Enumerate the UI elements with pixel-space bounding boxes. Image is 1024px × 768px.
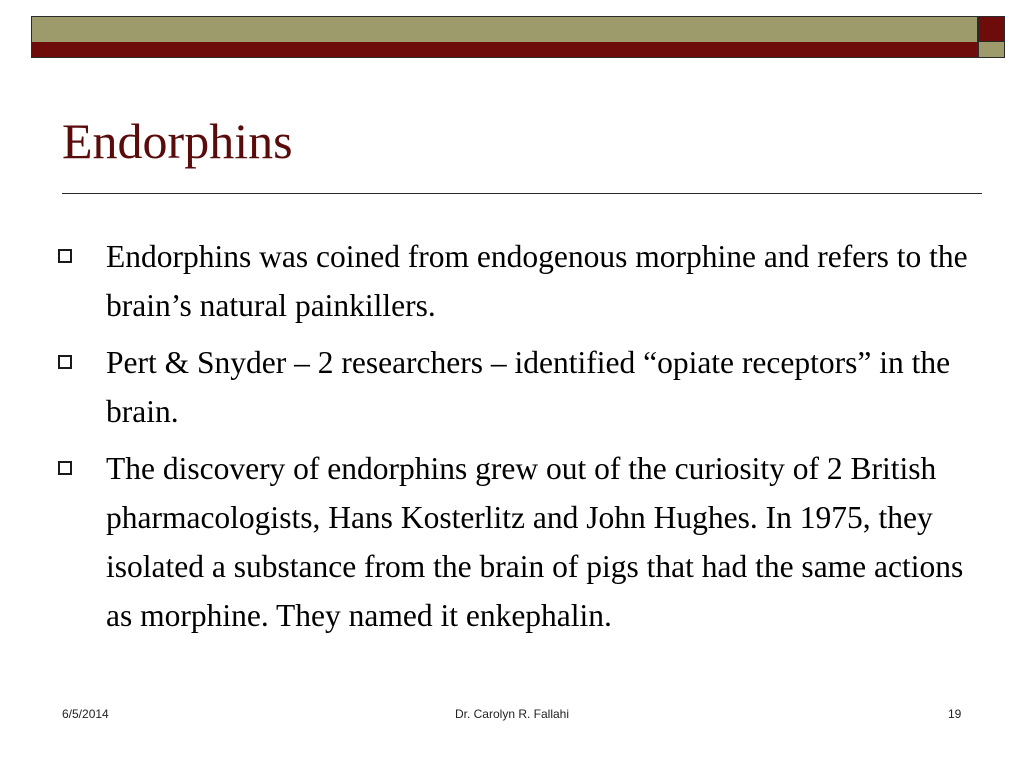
hollow-square-bullet-icon [58, 249, 72, 263]
footer-date: 6/5/2014 [62, 707, 109, 721]
bullet-text: Pert & Snyder – 2 researchers – identified “opiate receptors” in the brain. [106, 345, 951, 429]
title-divider [62, 193, 982, 194]
header-band-olive [31, 16, 978, 42]
footer-author: Dr. Carolyn R. Fallahi [454, 707, 570, 721]
hollow-square-bullet-icon [58, 461, 72, 475]
bullet-text: The discovery of endorphins grew out of the curiosity of 2 British pharmacologists, Hans Kosterlitz and John Hughes. In 1975, they isolated a substance from the brain of pigs that had the same actions as morphine. They named it enkephalin. [106, 451, 964, 633]
header-band-maroon [31, 42, 978, 58]
header-square-olive [978, 41, 1005, 58]
bullet-text: Endorphins was coined from endogenous morphine and refers to the brain’s natural painkillers. [106, 239, 968, 323]
bullet-list [58, 232, 988, 648]
footer-page-number: 19 [948, 707, 962, 721]
bullet-item [58, 444, 988, 640]
hollow-square-bullet-icon [58, 355, 72, 369]
bullet-item [58, 232, 988, 330]
header-square-maroon [978, 16, 1005, 42]
bullet-item [58, 338, 988, 436]
slide-title: Endorphins [62, 113, 293, 169]
